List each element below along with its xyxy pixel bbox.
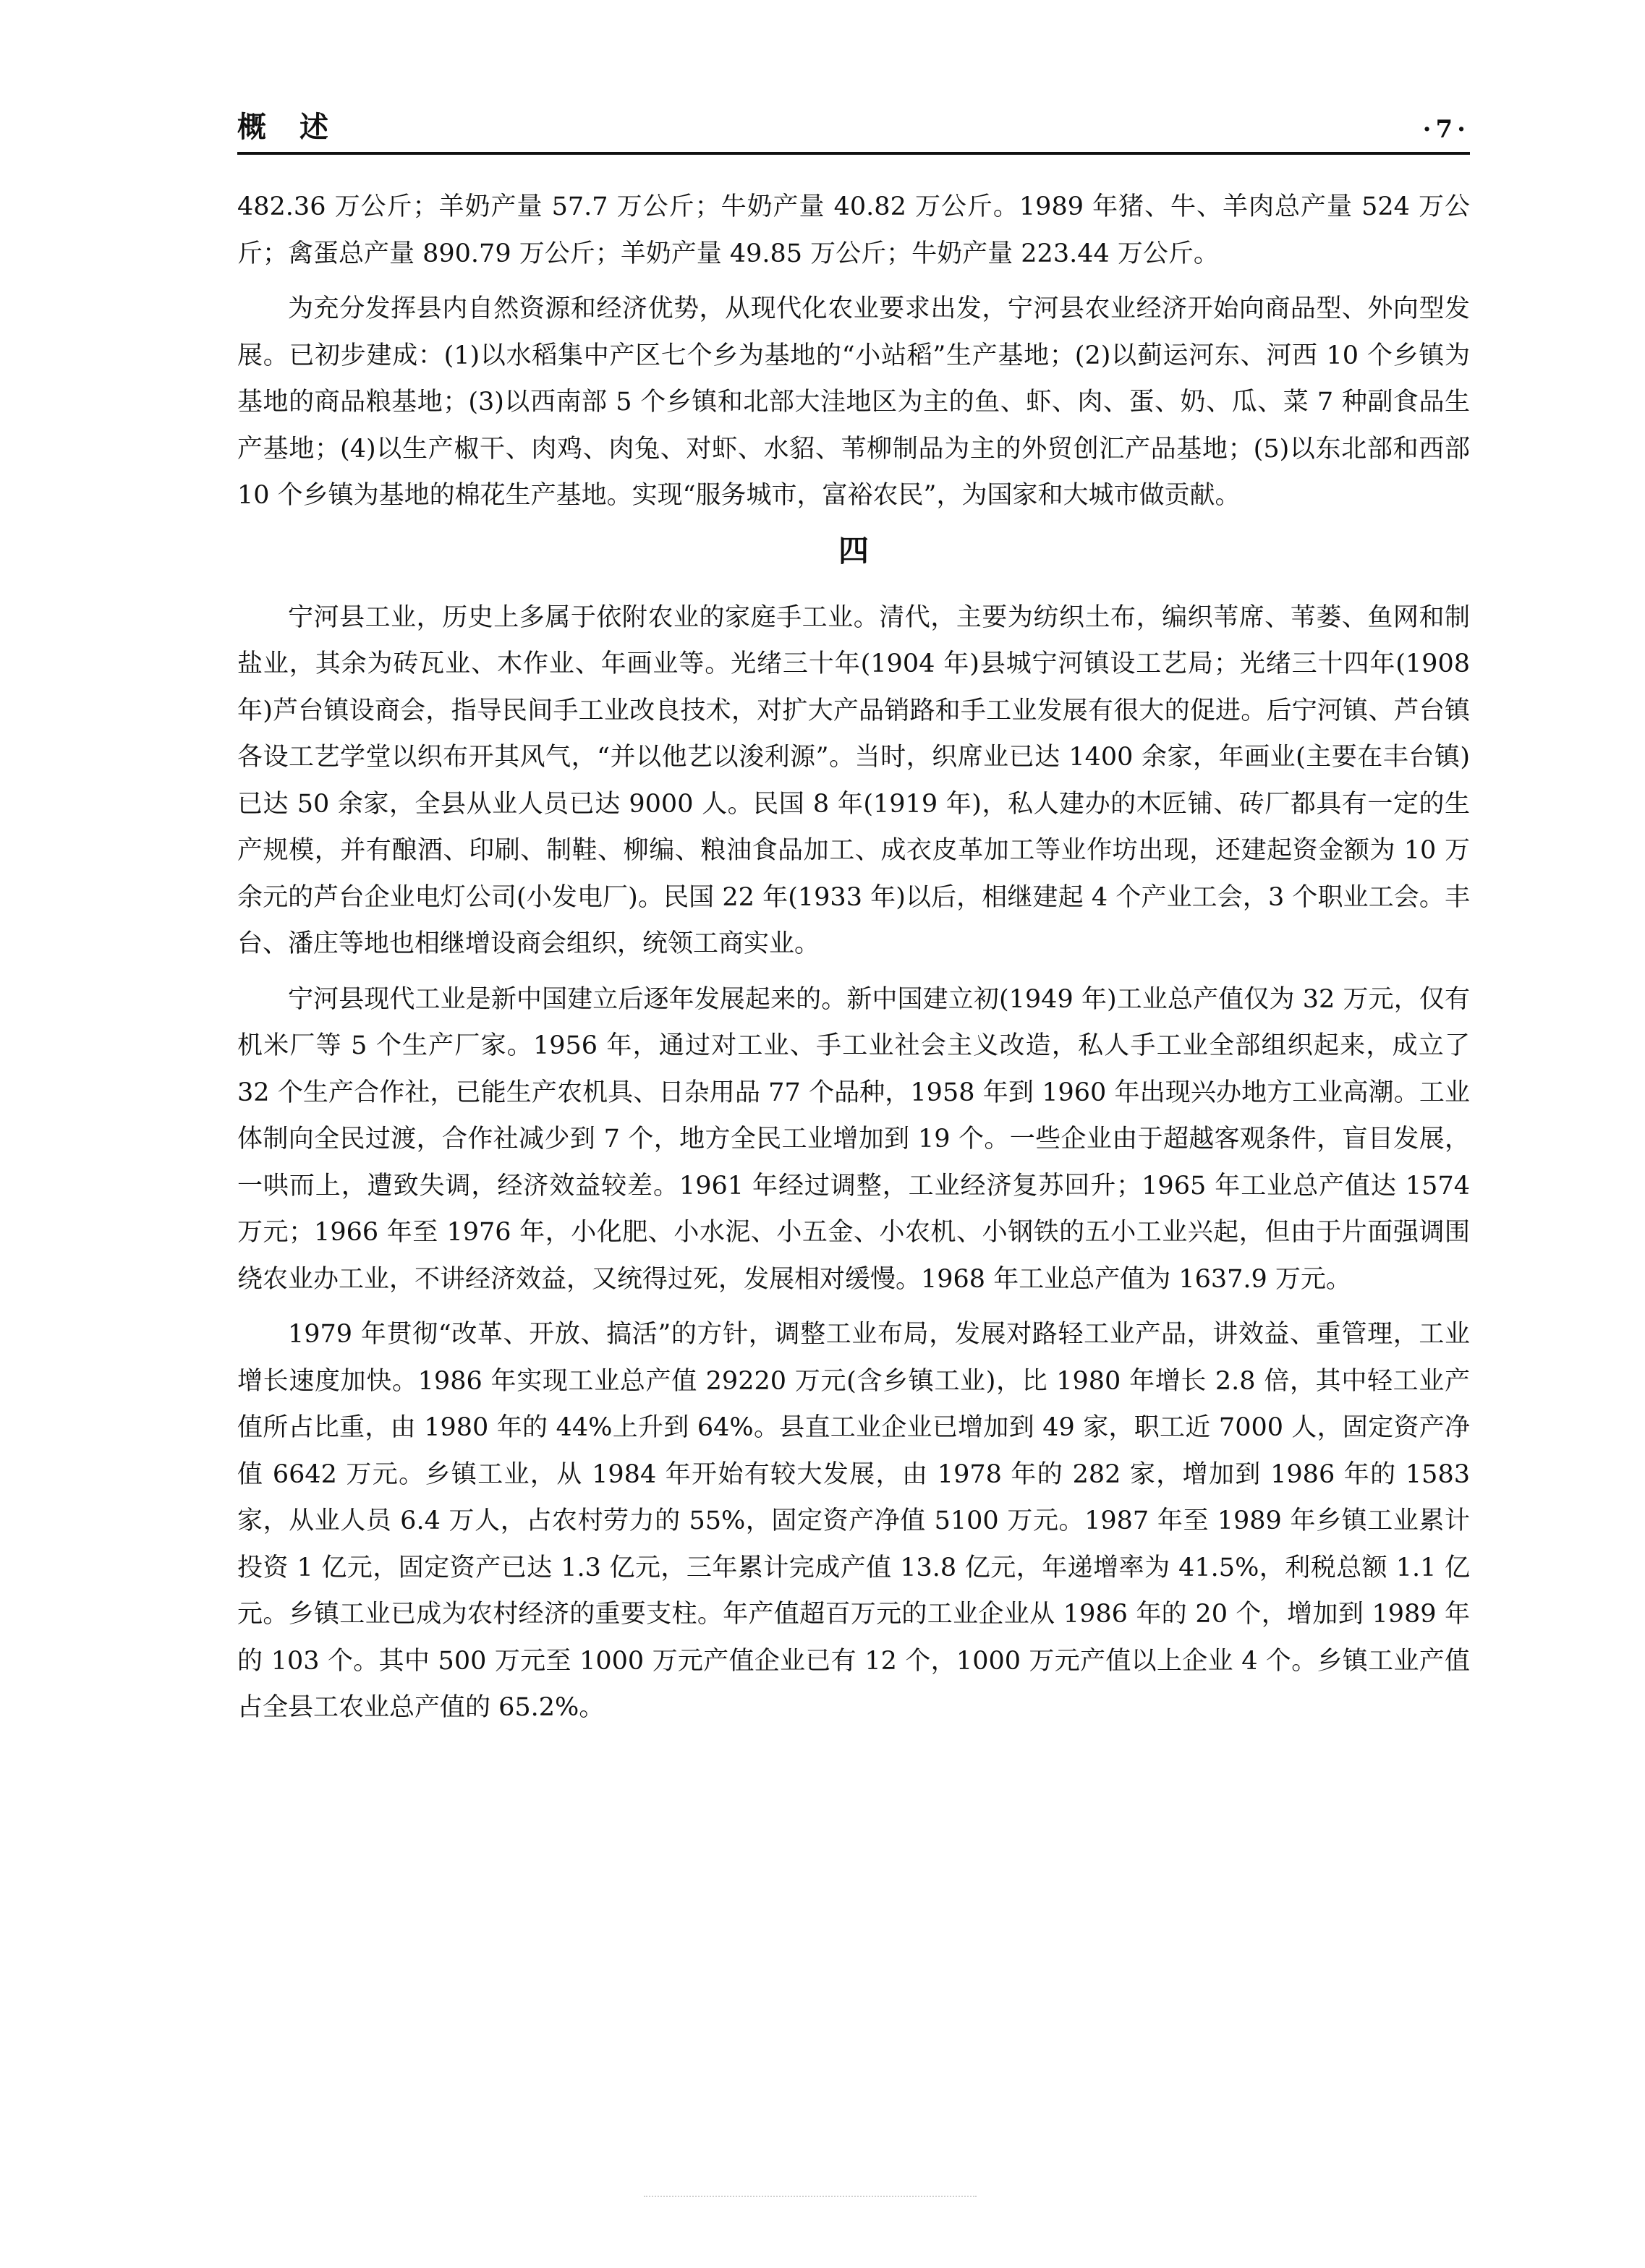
section-heading: 四 xyxy=(838,532,869,568)
scan-smudge xyxy=(644,2196,977,2197)
running-title: 概述 xyxy=(237,111,362,144)
body-text xyxy=(237,184,1470,1740)
paragraph-continuation: 482.36 万公斤；羊奶产量 57.7 万公斤；牛奶产量 40.82 万公斤。1989 年猪、牛、羊肉总产量 524 万公斤；禽蛋总产量 890.79 万公斤；羊奶产量 49.85 万公斤；牛奶产量 223.44 万公斤。 xyxy=(237,192,1470,268)
header-rule xyxy=(237,152,1470,155)
page-header xyxy=(237,101,1470,149)
paragraph-agri-bases: 为充分发挥县内自然资源和经济优势，从现代化农业要求出发，宁河县农业经济开始向商品型、外向型发展。已初步建成：(1)以水稻集中产区七个乡为基地的“小站稻”生产基地；(2)以蓟运河东、河西 10 个乡镇为基地的商品粮基地；(3)以西南部 5 个乡镇和北部大洼地区为主的鱼、虾、肉、蛋、奶、瓜、菜 7 种副食品生产基地；(4)以生产椒干、肉鸡、肉兔、对虾、水貂、苇柳制品为主的外贸创汇产品基地；(5)以东北部和西部 10 个乡镇为基地的棉花生产基地。实现“服务城市，富裕农民”，为国家和大城市做贡献。 xyxy=(237,294,1470,510)
page-number: ·7· xyxy=(1422,115,1470,144)
paragraph-modern-industry: 宁河县现代工业是新中国建立后逐年发展起来的。新中国建立初(1949 年)工业总产值仅为 32 万元，仅有机米厂等 5 个生产厂家。1956 年，通过对工业、手工业社会主义改造，私人手工业全部组织起来，成立了 32 个生产合作社，已能生产农机具、日杂用品 77 个品种，1958 年到 1960 年出现兴办地方工业高潮。工业体制向全民过渡，合作社减少到 7 个，地方全民工业增加到 19 个。一些企业由于超越客观条件，盲目发展，一哄而上，遭致失调，经济效益较差。1961 年经过调整，工业经济复苏回升；1965 年工业总产值达 1574 万元；1966 年至 1976 年，小化肥、小水泥、小五金、小农机、小钢铁的五小工业兴起，但由于片面强调围绕农业办工业，不讲经济效益，又统得过死，发展相对缓慢。1968 年工业总产值为 1637.9 万元。 xyxy=(237,984,1470,1294)
paragraph-industry-history: 宁河县工业，历史上多属于依附农业的家庭手工业。清代，主要为纺织土布，编织苇席、苇蒌、鱼网和制盐业，其余为砖瓦业、木作业、年画业等。光绪三十年(1904 年)县城宁河镇设工艺局；光绪三十四年(1908 年)芦台镇设商会，指导民间手工业改良技术，对扩大产品销路和手工业发展有很大的促进。后宁河镇、芦台镇各设工艺学堂以织布开其风气，“并以他艺以浚利源”。当时，织席业已达 1400 余家，年画业(主要在丰台镇)已达 50 余家，全县从业人员已达 9000 人。民国 8 年(1919 年)，私人建办的木匠铺、砖厂都具有一定的生产规模，并有酿酒、印刷、制鞋、柳编、粮油食品加工、成衣皮革加工等业作坊出现，还建起资金额为 10 万余元的芦台企业电灯公司(小发电厂)。民国 22 年(1933 年)以后，相继建起 4 个产业工会，3 个职业工会。丰台、潘庄等地也相继增设商会组织，统领工商实业。 xyxy=(237,602,1470,958)
paragraph-reform-era: 1979 年贯彻“改革、开放、搞活”的方针，调整工业布局，发展对路轻工业产品，讲效益、重管理，工业增长速度加快。1986 年实现工业总产值 29220 万元(含乡镇工业)，比 1980 年增长 2.8 倍，其中轻工业产值所占比重，由 1980 年的 44%上升到 64%。县直工业企业已增加到 49 家，职工近 7000 人，固定资产净值 6642 万元。乡镇工业，从 1984 年开始有较大发展，由 1978 年的 282 家，增加到 1986 年的 1583 家，从业人员 6.4 万人，占农村劳力的 55%，固定资产净值 5100 万元。1987 年至 1989 年乡镇工业累计投资 1 亿元，固定资产已达 1.3 亿元，三年累计完成产值 13.8 亿元，年递增率为 41.5%，利税总额 1.1 亿元。乡镇工业已成为农村经济的重要支柱。年产值超百万元的工业企业从 1986 年的 20 个，增加到 1989 年的 103 个。其中 500 万元至 1000 万元产值企业已有 12 个，1000 万元产值以上企业 4 个。乡镇工业产值占全县工农业总产值的 65.2%。 xyxy=(237,1320,1470,1722)
